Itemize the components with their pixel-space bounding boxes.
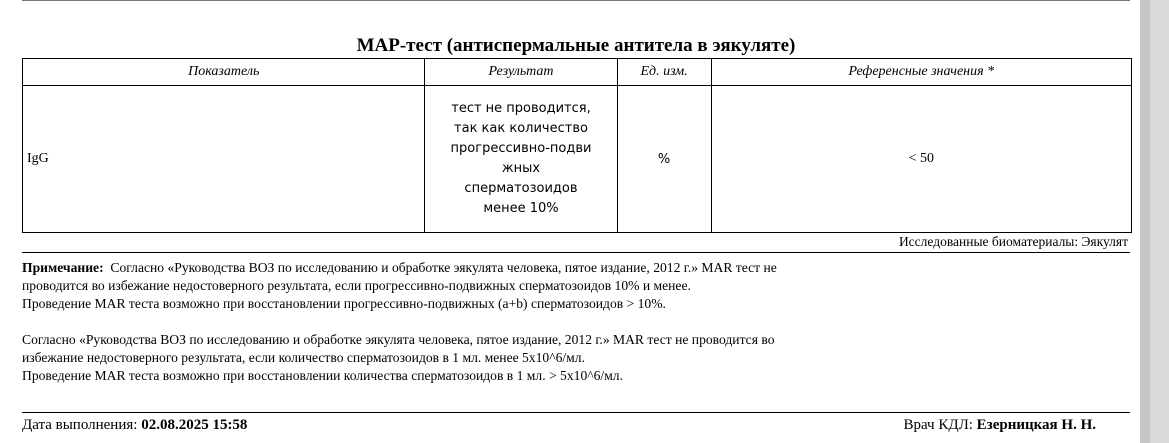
table-header-row (23, 59, 1132, 86)
top-divider (22, 0, 1130, 1)
doctor-label: Врач КДЛ: (903, 417, 973, 433)
note-block (22, 259, 1122, 385)
result-line: жных (501, 161, 541, 176)
results-table (22, 58, 1132, 233)
note-text: Согласно «Руководства ВОЗ по исследованию и обработке эякулята человека, пятое издание, 2012 г.» МАR тест не (110, 260, 777, 275)
footer-divider (22, 412, 1130, 413)
date-label: Дата выполнения: (22, 417, 138, 433)
note-line: избежание недостоверного результата, если количество сперматозоидов в 1 мл. менее 5x10^6/мл. (22, 350, 585, 365)
biomaterial-divider (22, 252, 1130, 253)
result-line: тест не проводится, (451, 101, 591, 116)
table-row (23, 86, 1132, 233)
execution-date (22, 415, 247, 435)
result-line: сперматозоидов (464, 181, 578, 196)
note-line: Проведение МАR теста возможно при восстановлении прогрессивно-подвижных (a+b) сперматозоидов > 10%. (22, 296, 666, 311)
cell-parameter: IgG (23, 86, 425, 233)
cell-unit: % (617, 86, 711, 233)
section-title: МАР-тест (антиспермальные антитела в эякуляте) (356, 35, 796, 56)
biomaterial-info: Исследованные биоматериалы: Эякулят (898, 234, 1128, 249)
header-result: Результат (425, 59, 617, 86)
doctor-name: Езерницкая Н. Н. (976, 417, 1096, 433)
result-line: менее 10% (483, 201, 559, 216)
doctor-signature (903, 415, 1096, 435)
note-spacer (22, 313, 1122, 331)
scrollbar-edge (1140, 0, 1150, 443)
date-value: 02.08.2025 15:58 (141, 417, 248, 433)
note-line (22, 259, 1122, 277)
scrollbar[interactable] (1140, 0, 1169, 443)
note-line: Согласно «Руководства ВОЗ по исследованию и обработке эякулята человека, пятое издание, 2012 г.» МАR тест не проводится во (22, 332, 775, 347)
header-reference: Референсные значения * (711, 59, 1131, 86)
result-line: прогрессивно-подви (450, 141, 592, 156)
result-line: так как количество (454, 121, 588, 136)
note-label: Примечание: (22, 260, 104, 275)
header-unit: Ед. изм. (617, 59, 711, 86)
note-line: Проведение МАR теста возможно при восстановлении количества сперматозоидов в 1 мл. > 5x10^6/мл. (22, 368, 623, 383)
cell-result (425, 86, 617, 233)
header-parameter: Показатель (23, 59, 425, 86)
cell-reference: < 50 (711, 86, 1131, 233)
note-line: проводится во избежание недостоверного результата, если прогрессивно-подвижных сперматозоидов 10% и менее. (22, 278, 691, 293)
